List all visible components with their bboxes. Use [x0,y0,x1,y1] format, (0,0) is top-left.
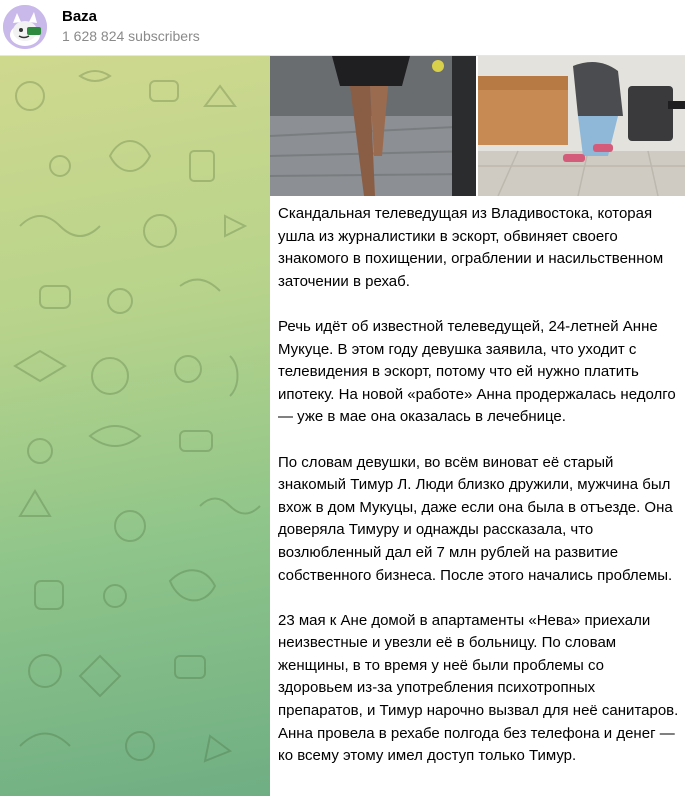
cartoon-creature-icon [3,5,47,49]
post-photo-street[interactable] [270,56,476,196]
doodle-pattern-icon [0,56,270,796]
post-paragraph: Скандальная телеведущая из Владивостока, которая ушла из журналистики в эскорт, обвиняет своего знакомого в похищении, ограблении и насильственном заточении в рехаб. [278,205,664,290]
post-paragraph: Речь идёт об известной телеведущей, 24-летней Анне Мукуце. В этом году девушка заявила, что уходит с телевидения в эскорт, потому что ей нужно платить ипотеку. На новой «работе» Анна продержалась недолго — уже в мае она оказалась в лечебнице. [278,317,676,426]
photo-street-icon [270,56,476,196]
photo-office-icon [478,56,685,196]
channel-header[interactable] [0,0,685,56]
channel-post[interactable] [270,56,685,796]
subscriber-count: 1 628 824 subscribers [62,28,200,44]
channel-title[interactable]: Baza [62,8,98,25]
post-text [278,203,682,790]
post-paragraph: По словам девушки, во всём виноват её старый знакомый Тимур Л. Люди близко дружили, мужчина был вхож в дом Мукуцы, даже если она была в отъезде. Она доверяла Тимуру и однажды рассказала, что возлюбленный дал ей 7 млн рублей на развитие собственного бизнеса. После этого начались проблемы. [278,453,673,584]
post-photo-office[interactable] [478,56,685,196]
post-paragraph: 23 мая к Ане домой в апартаменты «Нева» приехали неизвестные и увезли её в больницу. По словам женщины, в то время у неё были проблемы со здоровьем из-за употребления психотропных препаратов, и Тимур нарочно вызвал для неё санитаров. Анна провела в рехабе полгода без телефона и денег — ко всему этому имел доступ только Тимур. [278,611,679,765]
channel-avatar[interactable] [3,5,47,49]
chat-wallpaper [0,56,270,796]
